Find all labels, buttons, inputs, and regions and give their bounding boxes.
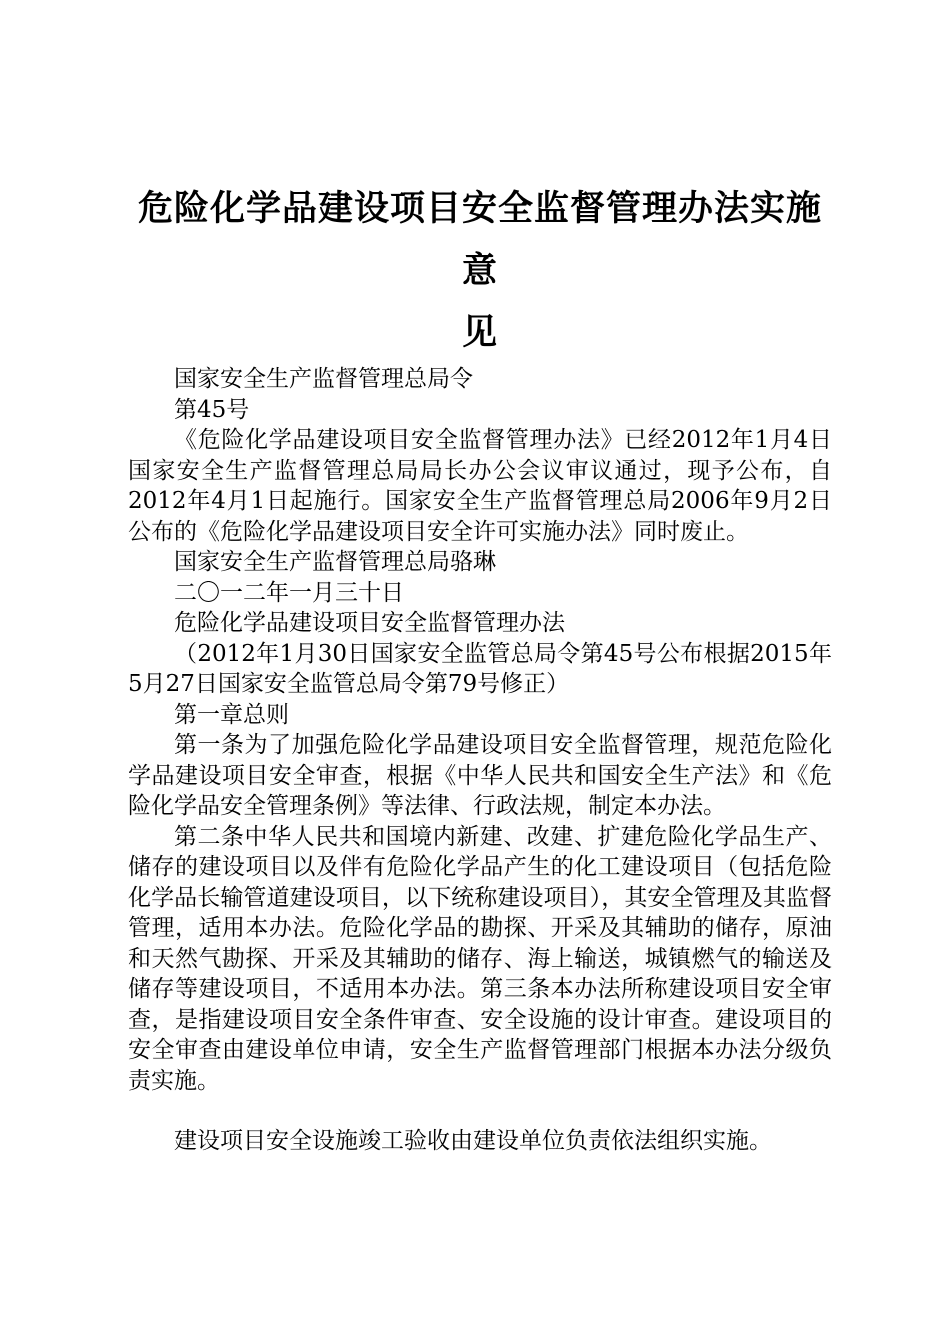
order-number: 第45号 — [174, 396, 250, 423]
document-page — [128, 178, 832, 1157]
revision-note: （2012年1月30日国家安全监管总局令第45号公布根据2015年5月27日国家安全监管总局令第79号修正） — [128, 640, 832, 697]
announcement-paragraph: 《危险化学品建设项目安全监督管理办法》已经2012年1月4日国家安全生产监督管理总局局长办公会议审议通过，现予公布，自2012年4月1日起施行。国家安全生产监督管理总局2006年9月2日公布的《危险化学品建设项目安全许可实施办法》同时废止。 — [128, 427, 832, 545]
regulation-title: 危险化学品建设项目安全监督管理办法 — [174, 610, 565, 636]
chapter-heading: 第一章总则 — [174, 701, 289, 728]
article-1-paragraph: 第一条为了加强危险化学品建设项目安全监督管理，规范危险化学品建设项目安全审查，根据《中华人民共和国安全生产法》和《危险化学品安全管理条例》等法律、行政法规，制定本办法。 — [128, 732, 832, 819]
document-title — [128, 178, 832, 364]
signatory-line: 国家安全生产监督管理总局骆琳 — [174, 549, 496, 575]
acceptance-paragraph: 建设项目安全设施竣工验收由建设单位负责依法组织实施。 — [174, 1128, 772, 1154]
document-body — [128, 364, 832, 1157]
document-title-line-2: 见 — [461, 313, 498, 353]
issuer-line: 国家安全生产监督管理总局令 — [174, 366, 473, 392]
article-2-3-paragraph: 第二条中华人民共和国境内新建、改建、扩建危险化学品生产、储存的建设项目以及伴有危险化学品产生的化工建设项目（包括危险化学品长输管道建设项目，以下统称建设项目），其安全管理及其监督管理，适用本办法。危险化学品的勘探、开采及其辅助的储存，原油和天然气勘探、开采及其辅助的储存、海上输送，城镇燃气的输送及储存等建设项目，不适用本办法。第三条本办法所称建设项目安全审查，是指建设项目安全条件审查、安全设施的设计审查。建设项目的安全审查由建设单位申请，安全生产监督管理部门根据本办法分级负责实施。 — [128, 823, 832, 1094]
date-line: 二〇一二年一月三十日 — [174, 579, 404, 606]
document-title-line-1: 危险化学品建设项目安全监督管理办法实施意 — [137, 189, 822, 291]
